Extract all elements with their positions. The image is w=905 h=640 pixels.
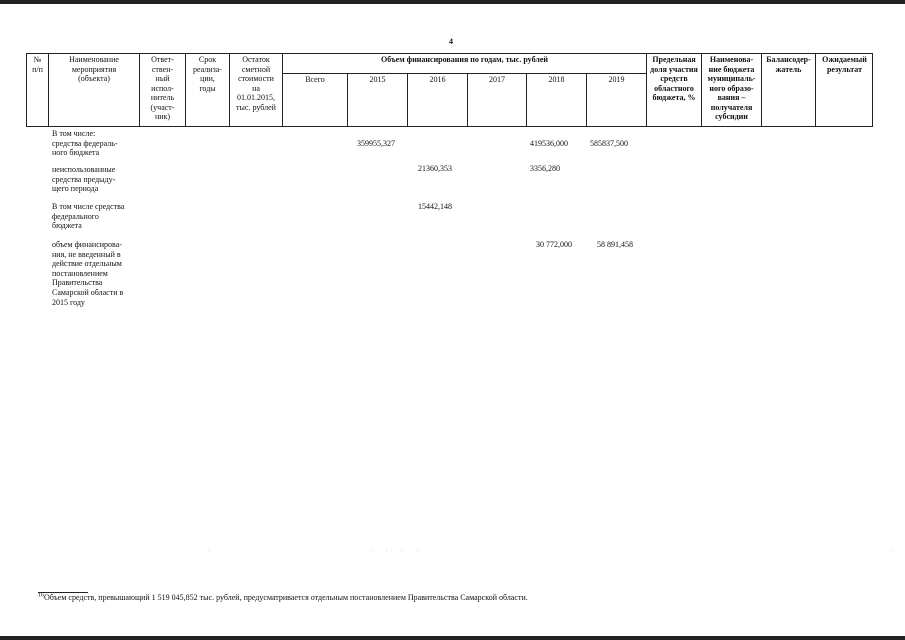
header-budget-name: Наименова- ние бюджета муниципаль- ного образо- вания – получателя субсидии — [701, 53, 761, 127]
bottom-border — [0, 636, 905, 640]
row-label: объем финансирова- ния, не введенный в действие отдельным постановлением Правительства Самарской области в 2015 году — [52, 240, 124, 307]
header-responsible: Ответ- ствен- ный испол- нитель (участ- ник) — [139, 53, 185, 127]
scan-specks: · — [892, 548, 900, 554]
row-value: 3356,280 — [530, 164, 560, 173]
header-total: Всего — [282, 73, 347, 127]
footnote — [38, 593, 528, 602]
page-number: 4 — [449, 37, 453, 46]
row-value: 58 891,458 — [597, 240, 633, 249]
header-share: Предельная доля участия средств областного бюджета, % — [646, 53, 701, 127]
top-border — [0, 0, 905, 4]
row-value: 21360,353 — [418, 164, 452, 173]
scan-specks: · · · · — [370, 548, 425, 554]
header-year-2019: 2019 — [586, 73, 646, 127]
row-value: 15442,148 — [418, 202, 452, 211]
header-name: Наименование мероприятия (объекта) — [48, 53, 139, 127]
header-funding-title: Объем финансирования по годам, тыс. рублей — [282, 53, 646, 73]
header-num: № п/п — [26, 53, 48, 127]
header-year-2018: 2018 — [526, 73, 586, 127]
header-holder: Балансодер- жатель — [761, 53, 815, 127]
header-term: Срок реализа- ции, годы — [185, 53, 229, 127]
row-value: 30 772,000 — [536, 240, 572, 249]
row-value: 359955,327 — [357, 139, 395, 148]
header-remainder: Остаток сметной стоимости на 01.01.2015, тыс. рублей — [229, 53, 282, 127]
row-label: В том числе: средства федераль- ного бюджета — [52, 129, 118, 158]
row-value: 585837,500 — [590, 139, 628, 148]
header-year-2015: 2015 — [347, 73, 407, 127]
scan-specks: · — [208, 548, 216, 554]
row-label: В том числе средства федерального бюджета — [52, 202, 125, 231]
footnote-text: Объем средств, превышающий 1 519 045,852 тыс. рублей, предусматривается отдельным постановлением Правительства Самарской области. — [44, 593, 528, 602]
header-year-2017: 2017 — [467, 73, 526, 127]
header-year-2016: 2016 — [407, 73, 467, 127]
row-value: 419536,000 — [530, 139, 568, 148]
header-result: Ожидаемый результат — [815, 53, 873, 127]
row-label: неиспользованные средства предыду- щего периода — [52, 165, 116, 194]
footnote-mark: 16 — [38, 592, 44, 599]
